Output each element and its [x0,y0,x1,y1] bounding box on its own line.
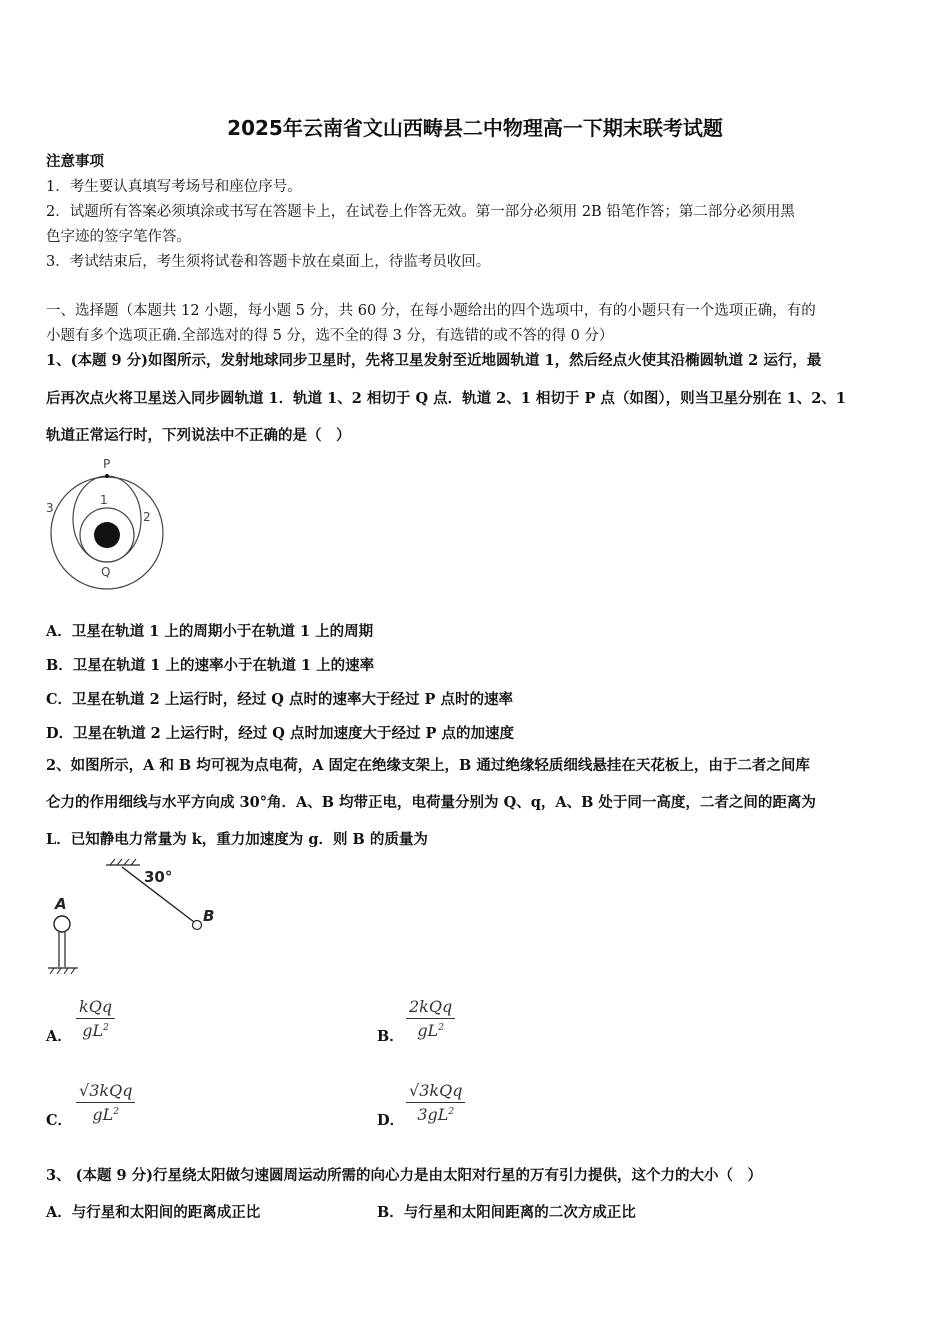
denominator-base: gL [82,1021,104,1040]
numerator: √3kQq [79,1081,133,1100]
q2-stem-3: L．已知静电力常量为 k，重力加速度为 g．则 B 的质量为 [46,831,428,848]
label-orbit-2: 2 [143,510,151,524]
hatch [71,968,75,974]
q1-stem-2: 后再次点火将卫星送入同步圆轨道 1．轨道 1、2 相切于 Q 点．轨道 2、1 相切于 P 点（如图），则当卫星分别在 1、2、1 [46,390,846,407]
notice-item-2-cont: 色字迹的签字笔作答。 [46,229,191,245]
notice-item-3: 3．考试结束后，考生须将试卷和答题卡放在桌面上，待监考员收回。 [46,254,491,270]
q2-option-b-formula [406,997,455,1040]
section1-intro-2: 小题有多个选项正确.全部选对的得 5 分，选不全的得 3 分，有选错的或不答的得 0 分） [46,328,614,344]
q2-stem-2: 仑力的作用细线与水平方向成 30°角．A、B 均带正电，电荷量分别为 Q、q，A、B 处于同一高度，二者之间的距离为 [46,794,816,811]
denominator-base: 3gL [417,1105,449,1124]
notice-item-2: 2．试题所有答案必须填涂或书写在答题卡上，在试卷上作答无效。第一部分必须用 2B 铅笔作答；第二部分必须用黑 [46,204,795,220]
numerator: kQq [79,997,113,1016]
denominator [406,1021,455,1040]
exponent: 2 [113,1107,120,1117]
denominator [76,1105,135,1124]
fraction-bar [406,1102,465,1103]
label-orbit-3: 3 [46,501,54,515]
hatch [131,859,136,865]
q2-option-a-formula [76,997,115,1040]
earth-icon [94,522,120,548]
q1-option-c: C．卫星在轨道 2 上运行时，经过 Q 点时的速率大于经过 P 点时的速率 [46,691,513,708]
point-p-marker [105,474,109,478]
notice-heading: 注意事项 [46,153,104,170]
hatch [57,968,61,974]
charge-a-ball [54,916,70,932]
q2-option-d-formula [406,1081,465,1124]
label-q: Q [101,565,111,579]
q1-stem-3: 轨道正常运行时，下列说法中不正确的是（ ） [46,427,351,444]
q2-option-b-label: B． [377,1028,404,1045]
denominator-base: gL [417,1021,439,1040]
numerator: 2kQq [409,997,453,1016]
q3-option-a: A．与行星和太阳间的距离成正比 [46,1204,261,1221]
q3-option-b: B．与行星和太阳间距离的二次方成正比 [377,1204,636,1221]
label-p: P [103,457,111,471]
exponent: 2 [448,1107,455,1117]
orbit-diagram [40,455,175,595]
q3-stem: 3、 (本题 9 分)行星绕太阳做匀速圆周运动所需的向心力是由太阳对行星的万有引力提供，这个力的大小（ ） [46,1167,763,1184]
exponent: 2 [103,1023,109,1033]
hatch [50,968,54,974]
fraction-bar [406,1018,455,1019]
q2-stem-1: 2、如图所示，A 和 B 均可视为点电荷，A 固定在绝缘支架上，B 通过绝缘轻质细线悬挂在天花板上，由于二者之间库 [46,757,810,774]
q1-stem-1: 1、(本题 9 分)如图所示，发射地球同步卫星时，先将卫星发射至近地圆轨道 1，然后经点火使其沿椭圆轨道 2 运行，最 [46,352,822,369]
section1-intro-1: 一、选择题（本题共 12 小题，每小题 5 分，共 60 分，在每小题给出的四个选项中，有的小题只有一个选项正确，有的 [46,303,816,319]
fraction-bar [76,1102,135,1103]
charge-b-ball [193,921,202,930]
notice-item-1: 1．考生要认真填写考场号和座位序号。 [46,179,302,195]
q1-option-d: D．卫星在轨道 2 上运行时，经过 Q 点时加速度大于经过 P 点的加速度 [46,725,514,742]
hatch [110,859,115,865]
denominator [406,1105,465,1124]
orbit-2-ellipse [73,476,141,562]
numerator: √3kQq [409,1081,463,1100]
q1-option-b: B．卫星在轨道 1 上的速率小于在轨道 1 上的速率 [46,657,375,674]
hatch [64,968,68,974]
q2-option-d-label: D． [377,1112,405,1129]
exponent: 2 [438,1023,444,1033]
hatch [117,859,122,865]
label-b: B [203,907,215,925]
fraction-bar [76,1018,115,1019]
q2-option-c-formula [76,1081,135,1124]
hatch [124,859,129,865]
label-a: A [55,895,67,913]
denominator [76,1021,115,1040]
q2-option-a-label: A． [46,1028,72,1045]
q1-option-a: A．卫星在轨道 1 上的周期小于在轨道 1 上的周期 [46,623,374,640]
charge-diagram [40,855,240,980]
q2-option-c-label: C． [46,1112,73,1129]
angle-label: 30° [144,868,173,886]
page-title: 2025年云南省文山西畴县二中物理高一下期末联考试题 [227,116,723,140]
label-orbit-1: 1 [100,493,108,507]
denominator-base: gL [92,1105,114,1124]
